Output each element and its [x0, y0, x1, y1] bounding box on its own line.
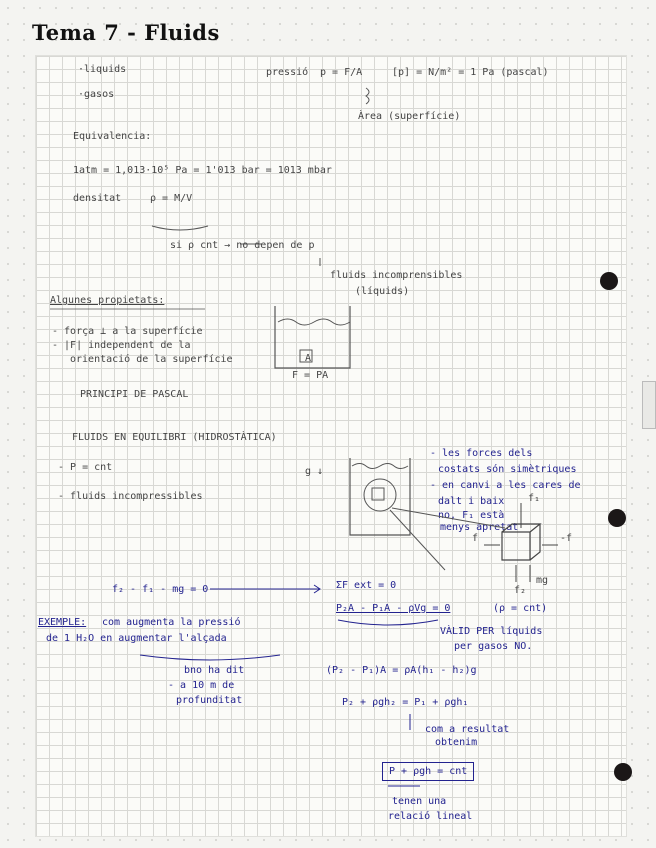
note-right-3: - en canvi a les cares de — [430, 480, 581, 491]
principi-pascal: PRINCIPI DE PASCAL — [80, 389, 189, 400]
equilibri-item-2: - fluids incompressibles — [58, 491, 203, 502]
note-right-5: no, F₁ està — [438, 510, 505, 521]
cube-label-minus-f: -f — [560, 533, 573, 544]
eq-obtain: com a resultat — [425, 724, 510, 735]
area-note: Àrea (superfície) — [358, 111, 461, 122]
eq-valid: VÀLID PER líquids — [440, 626, 543, 637]
zoom-line-1 — [392, 508, 505, 528]
eq-cnt: (ρ = cnt) — [493, 603, 548, 614]
eq-relation-2: relació lineal — [388, 811, 473, 822]
gravity-label: g ↓ — [305, 466, 324, 477]
eq-relation: tenen una — [392, 796, 447, 807]
density-brace — [152, 226, 208, 230]
water-surface-2 — [352, 464, 408, 469]
page-title: Tema 7 - Fluids — [32, 20, 220, 45]
exemple-underline — [140, 655, 280, 660]
incompressibles-2: (líquids) — [355, 286, 410, 297]
eq-3: P₂ + ρgh₂ = P₁ + ρgh₁ — [342, 697, 469, 708]
exemple-text-2: de 1 H₂O en augmentar l'alçada — [46, 633, 227, 644]
incompressibles-1: fluids incomprensibles — [330, 270, 463, 281]
propietat-3: orientació de la superfície — [70, 354, 233, 365]
propietat-2: - |F| independent de la — [52, 340, 191, 351]
cube-label-f1: f₁ — [528, 493, 541, 504]
eq-valid-2: per gasos NO. — [454, 641, 533, 652]
equivalencia-value: 1atm = 1,013·10⁵ Pa = 1'013 bar = 1013 mbar — [73, 165, 332, 176]
zoom-line-2 — [390, 510, 445, 570]
eq-brace — [338, 620, 438, 625]
exemple-text-1: com augmenta la pressió — [102, 617, 241, 628]
small-cube — [372, 488, 384, 500]
densitat-note: si ρ cnt → no depen de p — [170, 240, 315, 251]
cube-label-f: f — [472, 533, 479, 544]
equivalencia-heading: Equivalencia: — [73, 131, 152, 142]
note-right-2: costats són simètriques — [438, 464, 577, 475]
cube-label-f2: f₂ — [514, 585, 527, 596]
pressure-formula: p = F/A — [320, 67, 363, 78]
pascal-box — [300, 350, 312, 362]
zoom-circle — [364, 479, 396, 511]
water-surface — [278, 319, 350, 325]
note-right-1: - les forces dels — [430, 448, 533, 459]
densitat-formula: ρ = M/V — [150, 193, 193, 204]
densitat-label: densitat — [73, 193, 122, 204]
note-liquids: ·liquids — [78, 64, 127, 75]
eq-2: (P₂ - P₁)A = ρA(h₁ - h₂)g — [326, 665, 477, 676]
equilibrium-container — [350, 458, 410, 535]
note-right-6: menys apretat — [440, 522, 519, 533]
eq-boxed: P + ρgh = cnt — [382, 762, 474, 781]
note-gasos: ·gasos — [78, 89, 115, 100]
exemple-label: EXEMPLE: — [38, 617, 87, 628]
pressure-label: pressió — [266, 67, 309, 78]
pressure-unit: [p] = N/m² = 1 Pa (pascal) — [392, 67, 549, 78]
force-cube — [502, 524, 540, 560]
cube-label-mg: mg — [536, 575, 549, 586]
eq-sum: ΣF ext = 0 — [336, 580, 397, 591]
equilibri-heading: FLUIDS EN EQUILIBRI (HIDROSTÀTICA) — [72, 432, 277, 443]
equilibri-item-1: - P = cnt — [58, 462, 113, 473]
container-box-label: A — [305, 353, 312, 364]
exemple-text-4: - a 10 m de — [168, 680, 235, 691]
container-formula: F = PA — [292, 370, 329, 381]
eq-forces: f₂ - f₁ - mg = 0 — [112, 584, 209, 595]
pressure-brace — [366, 88, 369, 104]
eq-obtain-2: obtenim — [435, 737, 478, 748]
exemple-text-3: bno ha dit — [184, 665, 245, 676]
eq-main: P₂A - P₁A - ρVg = 0 — [336, 603, 451, 614]
propietats-heading: Algunes propietats: — [50, 295, 165, 306]
propietat-1: - força ⊥ a la superfície — [52, 326, 203, 337]
exemple-text-5: profunditat — [176, 695, 243, 706]
note-right-4: dalt i baix — [438, 496, 505, 507]
